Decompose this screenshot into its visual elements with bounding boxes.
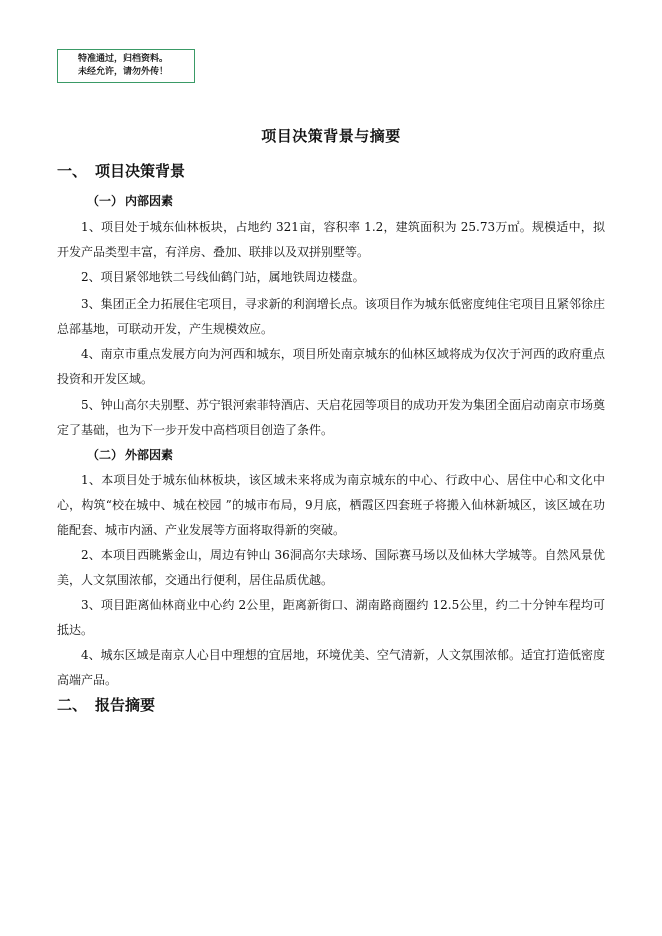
- paragraph-external-1: 1、本项目处于城东仙林板块，该区域未来将成为南京城东的中心、行政中心、居住中心和文化中心，构筑“校在城中、城在校园 ”的城市布局，9月底，栖霞区四套班子将搬入仙林新城区，该区域在功能配套、城市内涵、产业发展等方面将取得新的突破。: [57, 473, 605, 537]
- section-title: 项目决策背景: [95, 162, 186, 180]
- section-heading-report-summary: [57, 694, 155, 715]
- paragraph-external-4: 4、城东区域是南京人心目中理想的宜居地，环境优美、空气清新，人文氛围浓郁。适宜打造低密度高端产品。: [57, 648, 605, 687]
- subsection-number: （二）: [87, 448, 124, 462]
- paragraph-internal-5: 5、钟山高尔夫别墅、苏宁银河索菲特酒店、天启花园等项目的成功开发为集团全面启动南京市场奠定了基础，也为下一步开发中高档项目创造了条件。: [57, 398, 605, 437]
- stamp-line-1: 特准通过，归档资料。: [78, 54, 169, 64]
- archive-stamp: [57, 49, 195, 83]
- paragraph-internal-3: 3、集团正全力拓展住宅项目，寻求新的利润增长点。该项目作为城东低密度纯住宅项目且紧邻徐庄总部基地，可联动开发，产生规模效应。: [57, 297, 605, 336]
- section-number: 一、: [57, 162, 88, 180]
- stamp-line-2: 未经允许，请勿外传！: [78, 67, 169, 77]
- section-number: 二、: [57, 696, 88, 714]
- document-title: 项目决策背景与摘要: [261, 127, 401, 145]
- section-heading-decision-background: [57, 160, 185, 181]
- paragraph-external-2: 2、本项目西眺紫金山，周边有钟山 36洞高尔夫球场、国际赛马场以及仙林大学城等。自然风景优美，人文氛围浓郁，交通出行便利，居住品质优越。: [57, 548, 605, 587]
- section-title: 报告摘要: [95, 696, 156, 714]
- paragraph-internal-2: 2、项目紧邻地铁二号线仙鹤门站，属地铁周边楼盘。: [81, 270, 365, 284]
- paragraph-external-3: 3、项目距离仙林商业中心约 2公里，距离新街口、湖南路商圈约 12.5公里，约二十分钟车程均可抵达。: [57, 598, 605, 637]
- subsection-title: 外部因素: [125, 448, 174, 462]
- paragraph-internal-1: 1、项目处于城东仙林板块，占地约 321亩，容积率 1.2，建筑面积为 25.73万㎡。规模适中，拟开发产品类型丰富，有洋房、叠加、联排以及双拼别墅等。: [57, 220, 605, 259]
- paragraph-internal-4: 4、南京市重点发展方向为河西和城东，项目所处南京城东的仙林区域将成为仅次于河西的政府重点投资和开发区域。: [57, 347, 605, 386]
- subsection-number: （一）: [87, 194, 124, 208]
- subsection-heading-external-factors: [87, 446, 173, 463]
- subsection-title: 内部因素: [125, 194, 174, 208]
- subsection-heading-internal-factors: [87, 192, 173, 209]
